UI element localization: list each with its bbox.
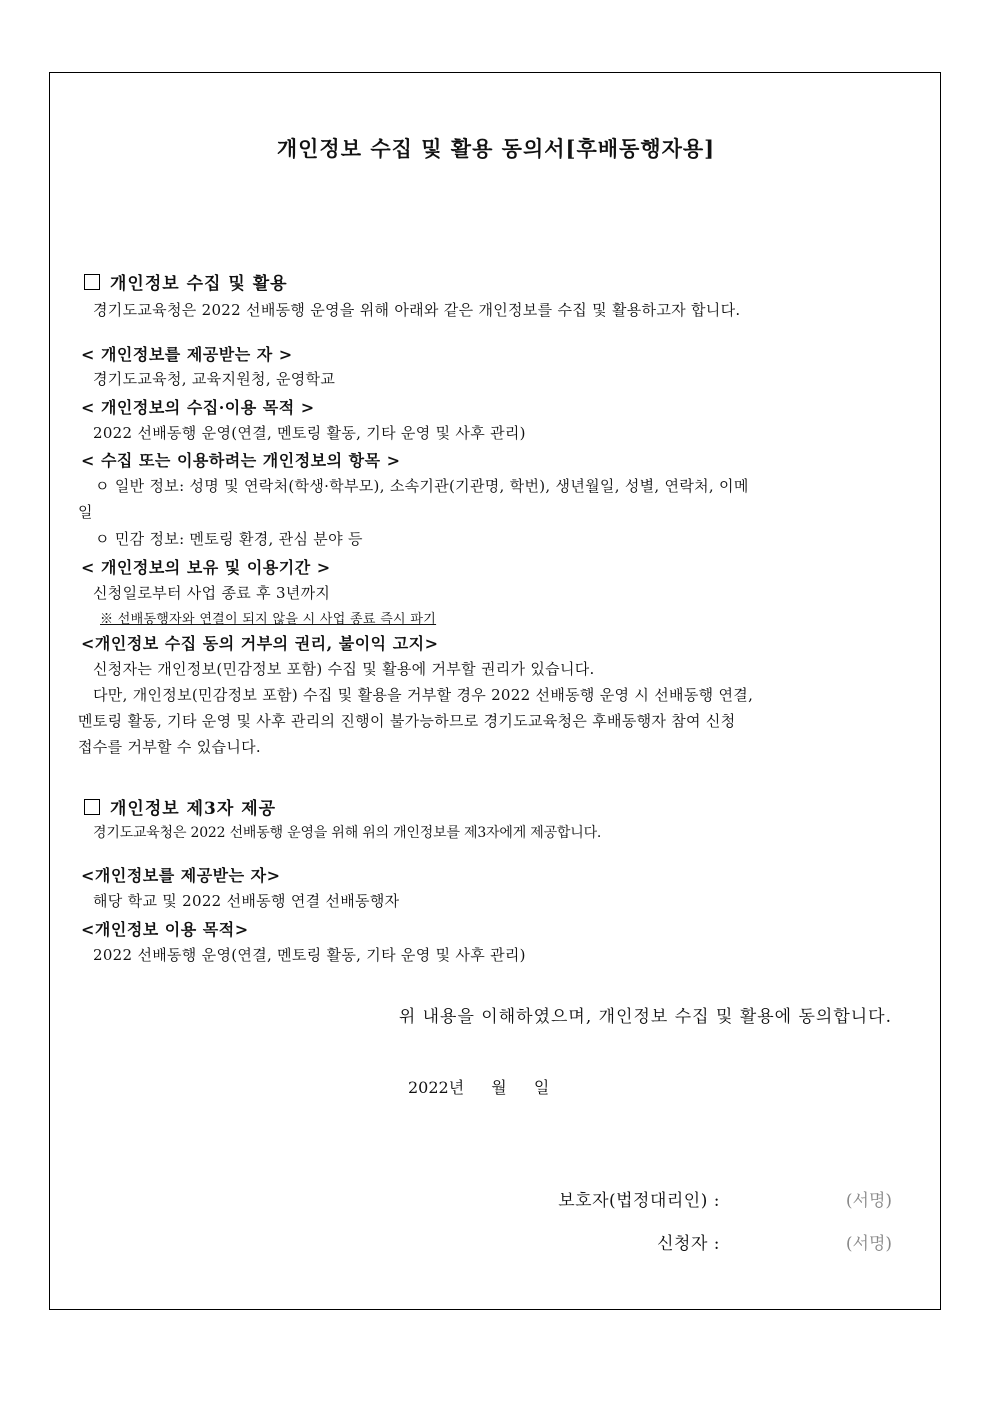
section1-intro: 경기도교육청은 2022 선배동행 운영을 위해 아래와 같은 개인정보를 수집 및 활용하고자 합니다. bbox=[93, 301, 741, 319]
period-heading: < 개인정보의 보유 및 이용기간 > bbox=[81, 558, 331, 577]
purpose-text: 2022 선배동행 운영(연결, 멘토링 활동, 기타 운영 및 사후 관리) bbox=[93, 424, 526, 442]
refusal-para-line1: 다만, 개인정보(민감정보 포함) 수집 및 활용을 거부할 경우 2022 선배동행 운영 시 선배동행 연결, bbox=[93, 686, 754, 704]
refusal-line1: 신청자는 개인정보(민감정보 포함) 수집 및 활용에 거부할 권리가 있습니다. bbox=[93, 660, 595, 678]
section2-intro: 경기도교육청은 2022 선배동행 운영을 위해 위의 개인정보를 제3자에게 제공합니다. bbox=[93, 825, 602, 841]
items-heading: < 수집 또는 이용하려는 개인정보의 항목 > bbox=[81, 451, 401, 470]
date-month: 월 bbox=[491, 1078, 507, 1097]
period-note: ※ 선배동행자와 연결이 되지 않을 시 사업 종료 즉시 파기 bbox=[100, 612, 437, 627]
section2-heading-text: 개인정보 제3자 제공 bbox=[110, 799, 277, 819]
section1-heading-text: 개인정보 수집 및 활용 bbox=[110, 274, 288, 294]
applicant-signature-mark[interactable]: (서명) bbox=[845, 1234, 892, 1254]
period-text: 신청일로부터 사업 종료 후 3년까지 bbox=[93, 584, 331, 602]
guardian-signature-mark[interactable]: (서명) bbox=[845, 1191, 892, 1211]
refusal-para-line2: 멘토링 활동, 기타 운영 및 사후 관리의 진행이 불가능하므로 경기도교육청은 후배동행자 참여 신청 bbox=[78, 712, 736, 730]
items-general-line1: ㅇ 일반 정보: 성명 및 연락처(학생·학부모), 소속기관(기관명, 학번), 생년월일, 성별, 연락처, 이메 bbox=[95, 477, 749, 495]
refusal-heading: <개인정보 수집 동의 거부의 권리, 불이익 고지> bbox=[81, 634, 439, 653]
agreement-statement: 위 내용을 이해하였으며, 개인정보 수집 및 활용에 동의합니다. bbox=[398, 1007, 892, 1027]
section2-recipient-heading: <개인정보를 제공받는 자> bbox=[81, 866, 281, 885]
applicant-label: 신청자 : bbox=[657, 1234, 720, 1254]
section2-heading bbox=[84, 794, 276, 819]
guardian-label: 보호자(법정대리인) : bbox=[558, 1191, 720, 1211]
purpose-heading: < 개인정보의 수집·이용 목적 > bbox=[81, 398, 315, 417]
checkbox-square-icon bbox=[84, 274, 100, 290]
date-line bbox=[408, 1075, 549, 1098]
recipient-text: 경기도교육청, 교육지원청, 운영학교 bbox=[93, 370, 336, 388]
recipient-heading: < 개인정보를 제공받는 자 > bbox=[81, 345, 293, 364]
document-title: 개인정보 수집 및 활용 동의서[후배동행자용] bbox=[276, 136, 716, 161]
items-general-line2: 일 bbox=[78, 503, 93, 521]
section1-heading bbox=[84, 269, 288, 294]
date-day: 일 bbox=[533, 1078, 550, 1097]
refusal-para-line3: 접수를 거부할 수 있습니다. bbox=[78, 738, 261, 756]
checkbox-square-icon bbox=[84, 799, 100, 815]
section2-purpose-heading: <개인정보 이용 목적> bbox=[81, 920, 249, 939]
section2-recipient-text: 해당 학교 및 2022 선배동행 연결 선배동행자 bbox=[93, 892, 400, 910]
items-sensitive: ㅇ 민감 정보: 멘토링 환경, 관심 분야 등 bbox=[95, 530, 363, 548]
section2-purpose-text: 2022 선배동행 운영(연결, 멘토링 활동, 기타 운영 및 사후 관리) bbox=[93, 946, 526, 964]
date-year: 2022년 bbox=[408, 1078, 465, 1097]
